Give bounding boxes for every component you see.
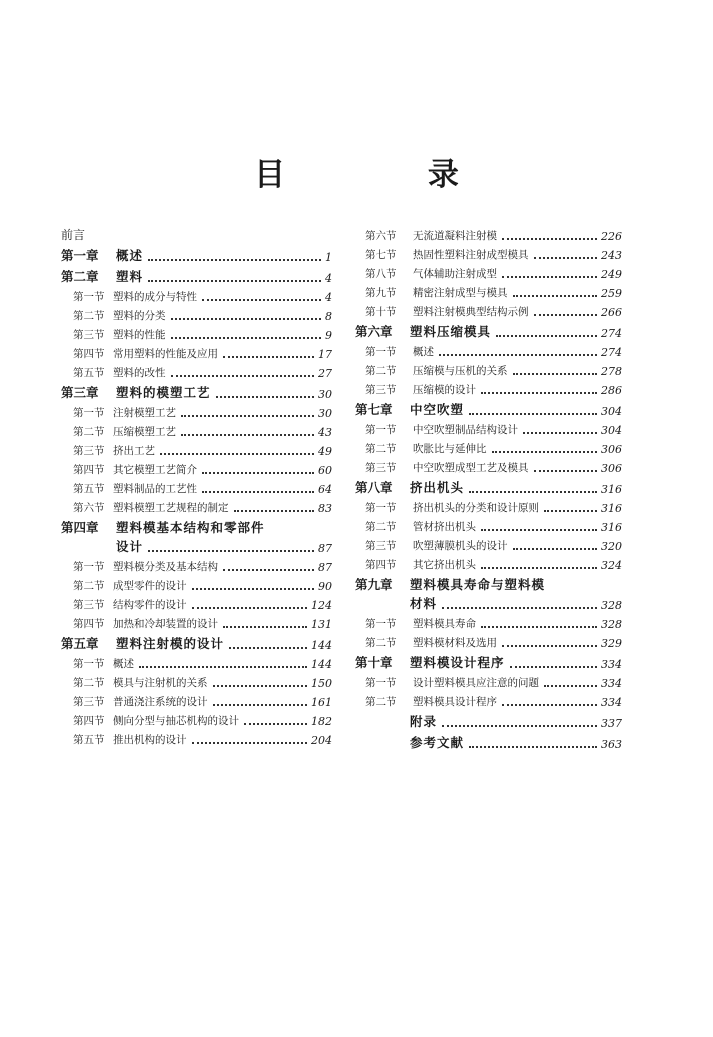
- entry-title: 普通浇注系统的设计: [113, 696, 208, 708]
- page-number: 337: [601, 717, 622, 730]
- toc-section-entry[interactable]: [355, 437, 622, 456]
- entry-title: 其它模塑工艺简介: [113, 464, 197, 476]
- toc-section-entry[interactable]: [355, 359, 622, 378]
- entry-title: 塑料的模塑工艺: [116, 385, 211, 400]
- dot-leader: [223, 356, 314, 358]
- page-number: 278: [601, 365, 622, 378]
- toc-section-entry[interactable]: [61, 593, 332, 612]
- dot-leader: [534, 314, 598, 316]
- page-number: 274: [601, 327, 622, 340]
- dot-leader: [492, 451, 598, 453]
- entry-number: 第四节: [365, 559, 397, 571]
- page-title: 目 录: [254, 157, 525, 193]
- entry-title: 挤出工艺: [113, 445, 155, 457]
- toc-section-entry[interactable]: [61, 477, 332, 496]
- toc-section-entry[interactable]: [61, 361, 332, 380]
- toc-section-entry[interactable]: [355, 456, 622, 475]
- dot-leader: [223, 626, 307, 628]
- entry-number: 第一节: [73, 291, 105, 303]
- dot-leader: [202, 491, 314, 493]
- toc-section-entry[interactable]: [61, 420, 332, 439]
- entry-title: 中空吹塑制品结构设计: [413, 424, 518, 436]
- toc-section-entry[interactable]: [355, 300, 622, 319]
- page-number: 4: [325, 291, 332, 304]
- entry-title: 塑料的性能: [113, 329, 166, 341]
- entry-title: 压缩模的设计: [413, 384, 476, 396]
- dot-leader: [229, 647, 307, 649]
- entry-title: 挤出机头: [410, 480, 465, 495]
- page-number: 64: [318, 483, 332, 496]
- entry-title: 塑料模基本结构和零部件: [116, 520, 265, 535]
- toc-section-entry[interactable]: [61, 323, 332, 342]
- entry-number: 第七章: [355, 402, 393, 417]
- entry-title: 侧向分型与抽芯机构的设计: [113, 715, 239, 727]
- entry-number: 第四节: [73, 618, 105, 630]
- page-number: 306: [601, 462, 622, 475]
- entry-number: 第八章: [355, 480, 393, 495]
- entry-title: 塑料模分类及基本结构: [113, 561, 218, 573]
- entry-number: 第三章: [61, 385, 99, 400]
- entry-title: 常用塑料的性能及应用: [113, 348, 218, 360]
- dot-leader: [171, 318, 322, 320]
- dot-leader: [192, 588, 315, 590]
- dot-leader: [244, 723, 307, 725]
- toc-chapter-entry[interactable]: [61, 264, 332, 285]
- entry-title: 压缩模塑工艺: [113, 426, 176, 438]
- toc-section-entry[interactable]: [61, 285, 332, 304]
- toc-chapter-entry[interactable]: [355, 397, 622, 418]
- dot-leader: [439, 354, 597, 356]
- page-number: 87: [318, 561, 332, 574]
- entry-title: 精密注射成型与模具: [413, 287, 508, 299]
- entry-title: 塑料压缩模具: [410, 324, 492, 339]
- page-number: 243: [601, 249, 622, 262]
- dot-leader: [469, 491, 597, 493]
- dot-leader: [216, 396, 314, 398]
- page-number: 90: [318, 580, 332, 593]
- page-number: 30: [318, 407, 332, 420]
- toc-section-entry[interactable]: [355, 515, 622, 534]
- dot-leader: [192, 607, 308, 609]
- entry-title: 注射模塑工艺: [113, 407, 176, 419]
- toc-section-entry[interactable]: [355, 224, 622, 243]
- dot-leader: [513, 373, 598, 375]
- page-number: 316: [601, 483, 622, 496]
- dot-leader: [510, 666, 597, 668]
- toc-section-entry[interactable]: [61, 728, 332, 747]
- entry-title: 塑料模塑工艺规程的制定: [113, 502, 229, 514]
- entry-number: 第五节: [73, 483, 105, 495]
- page-number: 144: [311, 658, 332, 671]
- entry-title: 参考文献: [410, 735, 465, 750]
- page-number: 334: [601, 677, 622, 690]
- dot-leader: [213, 704, 308, 706]
- toc-left-column: [61, 224, 332, 747]
- entry-number: 第三节: [365, 540, 397, 552]
- dot-leader: [181, 415, 314, 417]
- page-number: 274: [601, 346, 622, 359]
- page-number: 83: [318, 502, 332, 515]
- entry-number: 第六节: [73, 502, 105, 514]
- page-number: 43: [318, 426, 332, 439]
- toc-section-entry[interactable]: [355, 612, 622, 631]
- entry-title: 塑料模设计程序: [410, 655, 505, 670]
- page-number: 30: [318, 388, 332, 401]
- page-number: 320: [601, 540, 622, 553]
- entry-number: 第一节: [365, 618, 397, 630]
- dot-leader: [469, 413, 597, 415]
- entry-title: 其它挤出机头: [413, 559, 476, 571]
- entry-number: 第十章: [355, 655, 393, 670]
- entry-title: 材料: [410, 596, 438, 611]
- page-number: 124: [311, 599, 332, 612]
- dot-leader: [442, 725, 597, 727]
- entry-title: 塑料模具寿命与塑料模: [410, 577, 546, 592]
- entry-number: 第三节: [73, 445, 105, 457]
- entry-title: 前言: [61, 228, 86, 242]
- dot-leader: [513, 295, 598, 297]
- dot-leader: [481, 529, 597, 531]
- page-number: 316: [601, 521, 622, 534]
- toc-section-entry[interactable]: [355, 262, 622, 281]
- toc-section-entry[interactable]: [355, 340, 622, 359]
- entry-title: 塑料: [116, 269, 144, 284]
- entry-number: 第二节: [365, 521, 397, 533]
- toc-section-entry[interactable]: [355, 243, 622, 262]
- entry-title: 吹塑薄膜机头的设计: [413, 540, 508, 552]
- entry-title: 无流道凝料注射模: [413, 230, 497, 242]
- page-number: 259: [601, 287, 622, 300]
- dot-leader: [160, 453, 314, 455]
- dot-leader: [496, 335, 597, 337]
- page-number: 304: [601, 405, 622, 418]
- toc-section-entry[interactable]: [61, 652, 332, 671]
- page-number: 334: [601, 658, 622, 671]
- page-number: 1: [325, 251, 332, 264]
- entry-number: 第四节: [73, 464, 105, 476]
- entry-number: 第二节: [73, 310, 105, 322]
- page-number: 27: [318, 367, 332, 380]
- entry-number: 第五章: [61, 636, 99, 651]
- dot-leader: [202, 472, 314, 474]
- toc-section-entry[interactable]: [61, 612, 332, 631]
- toc-section-entry[interactable]: [61, 439, 332, 458]
- dot-leader: [469, 746, 597, 748]
- page-number: 144: [311, 639, 332, 652]
- entry-number: 第一节: [365, 677, 397, 689]
- entry-number: 第一节: [365, 346, 397, 358]
- toc-section-entry[interactable]: [61, 401, 332, 420]
- toc-chapter-entry[interactable]: [61, 515, 332, 536]
- entry-number: 第八节: [365, 268, 397, 280]
- entry-number: 第二节: [73, 426, 105, 438]
- toc-section-entry[interactable]: [355, 281, 622, 300]
- entry-number: 第六节: [365, 230, 397, 242]
- page-number: 266: [601, 306, 622, 319]
- toc-section-entry[interactable]: [61, 342, 332, 361]
- dot-leader: [148, 259, 321, 261]
- entry-title: 附录: [410, 714, 438, 729]
- dot-leader: [139, 666, 307, 668]
- toc-section-entry[interactable]: [61, 690, 332, 709]
- entry-number: 第四章: [61, 520, 99, 535]
- entry-title: 模具与注射机的关系: [113, 677, 208, 689]
- entry-number: 第一节: [73, 561, 105, 573]
- toc-section-entry[interactable]: [355, 496, 622, 515]
- entry-number: 第二节: [365, 696, 397, 708]
- page-number: 304: [601, 424, 622, 437]
- entry-title: 塑料的改性: [113, 367, 166, 379]
- entry-title: 结构零件的设计: [113, 599, 187, 611]
- entry-title: 塑料的分类: [113, 310, 166, 322]
- page-number: 204: [311, 734, 332, 747]
- toc-section-entry[interactable]: [355, 631, 622, 650]
- page-number: 49: [318, 445, 332, 458]
- entry-title: 中空吹塑: [410, 402, 465, 417]
- entry-number: 第三节: [365, 384, 397, 396]
- entry-number: 第一章: [61, 248, 99, 263]
- page-number: 8: [325, 310, 332, 323]
- entry-title: 塑料注射模的设计: [116, 636, 225, 651]
- toc-section-entry[interactable]: [61, 574, 332, 593]
- page-number: 329: [601, 637, 622, 650]
- toc-section-entry[interactable]: [61, 709, 332, 728]
- entry-number: 第一节: [73, 658, 105, 670]
- page-number: 328: [601, 599, 622, 612]
- page-number: 363: [601, 738, 622, 751]
- dot-leader: [223, 569, 314, 571]
- toc-chapter-entry[interactable]: [61, 224, 332, 243]
- dot-leader: [502, 704, 597, 706]
- entry-title: 概述: [113, 658, 134, 670]
- toc-section-entry[interactable]: [61, 555, 332, 574]
- entry-title: 概述: [116, 248, 144, 263]
- dot-leader: [192, 742, 308, 744]
- toc-chapter-entry[interactable]: [355, 319, 622, 340]
- entry-title: 气体辅助注射成型: [413, 268, 497, 280]
- toc-chapter-entry[interactable]: [355, 593, 622, 612]
- toc-chapter-entry[interactable]: [61, 380, 332, 401]
- toc-section-entry[interactable]: [355, 553, 622, 572]
- toc-section-entry[interactable]: [61, 458, 332, 477]
- page-number: 249: [601, 268, 622, 281]
- toc-chapter-entry[interactable]: [61, 243, 332, 264]
- page-number: 4: [325, 272, 332, 285]
- dot-leader: [544, 510, 597, 512]
- entry-number: 第三节: [73, 599, 105, 611]
- entry-title: 设计: [116, 539, 144, 554]
- dot-leader: [544, 685, 597, 687]
- entry-title: 塑料模具寿命: [413, 618, 476, 630]
- page-number: 60: [318, 464, 332, 477]
- entry-number: 第六章: [355, 324, 393, 339]
- toc-chapter-entry[interactable]: [355, 730, 622, 751]
- page-number: 131: [311, 618, 332, 631]
- entry-number: 第二节: [365, 365, 397, 377]
- toc-section-entry[interactable]: [355, 671, 622, 690]
- page-number: 182: [311, 715, 332, 728]
- page-number: 328: [601, 618, 622, 631]
- entry-number: 第二章: [61, 269, 99, 284]
- dot-leader: [481, 626, 597, 628]
- entry-number: 第四节: [73, 715, 105, 727]
- dot-leader: [213, 685, 308, 687]
- entry-title: 塑料模材料及选用: [413, 637, 497, 649]
- entry-title: 热固性塑料注射成型模具: [413, 249, 529, 261]
- page-number: 87: [318, 542, 332, 555]
- entry-number: 第二节: [365, 443, 397, 455]
- page-number: 286: [601, 384, 622, 397]
- entry-title: 塑料的成分与特性: [113, 291, 197, 303]
- entry-number: 第九节: [365, 287, 397, 299]
- toc-section-entry[interactable]: [61, 496, 332, 515]
- toc-section-entry[interactable]: [355, 534, 622, 553]
- dot-leader: [502, 276, 597, 278]
- entry-number: 第一节: [73, 407, 105, 419]
- dot-leader: [148, 550, 314, 552]
- dot-leader: [202, 299, 321, 301]
- entry-number: 第五节: [73, 367, 105, 379]
- entry-number: 第十节: [365, 306, 397, 318]
- entry-title: 塑料注射模典型结构示例: [413, 306, 529, 318]
- entry-number: 第一节: [365, 502, 397, 514]
- entry-title: 概述: [413, 346, 434, 358]
- entry-title: 设计塑料模具应注意的问题: [413, 677, 539, 689]
- toc-section-entry[interactable]: [61, 304, 332, 323]
- dot-leader: [502, 645, 597, 647]
- entry-number: 第三节: [73, 696, 105, 708]
- entry-title: 中空吹塑成型工艺及模具: [413, 462, 529, 474]
- page-number: 226: [601, 230, 622, 243]
- dot-leader: [534, 470, 598, 472]
- page-number: 161: [311, 696, 332, 709]
- entry-number: 第九章: [355, 577, 393, 592]
- dot-leader: [442, 607, 597, 609]
- entry-number: 第四节: [73, 348, 105, 360]
- toc-section-entry[interactable]: [61, 671, 332, 690]
- toc-section-entry[interactable]: [355, 690, 622, 709]
- entry-title: 加热和冷却装置的设计: [113, 618, 218, 630]
- entry-number: 第二节: [365, 637, 397, 649]
- toc-chapter-entry[interactable]: [355, 650, 622, 671]
- entry-title: 挤出机头的分类和设计原则: [413, 502, 539, 514]
- entry-number: 第三节: [365, 462, 397, 474]
- dot-leader: [502, 238, 597, 240]
- entry-number: 第五节: [73, 734, 105, 746]
- dot-leader: [481, 392, 597, 394]
- toc-chapter-entry[interactable]: [61, 536, 332, 555]
- dot-leader: [171, 375, 315, 377]
- dot-leader: [148, 280, 321, 282]
- toc-right-column: [355, 224, 622, 751]
- dot-leader: [534, 257, 598, 259]
- entry-number: 第二节: [73, 580, 105, 592]
- dot-leader: [481, 567, 597, 569]
- dot-leader: [234, 510, 315, 512]
- toc-section-entry[interactable]: [355, 378, 622, 397]
- page-number: 324: [601, 559, 622, 572]
- dot-leader: [513, 548, 598, 550]
- page-number: 316: [601, 502, 622, 515]
- entry-title: 成型零件的设计: [113, 580, 187, 592]
- toc-chapter-entry[interactable]: [61, 631, 332, 652]
- toc-section-entry[interactable]: [355, 418, 622, 437]
- page-number: 150: [311, 677, 332, 690]
- toc-chapter-entry[interactable]: [355, 709, 622, 730]
- entry-title: 压缩模与压机的关系: [413, 365, 508, 377]
- entry-title: 塑料制品的工艺性: [113, 483, 197, 495]
- page-number: 334: [601, 696, 622, 709]
- entry-title: 塑料模具设计程序: [413, 696, 497, 708]
- entry-title: 管材挤出机头: [413, 521, 476, 533]
- dot-leader: [181, 434, 314, 436]
- toc-chapter-entry[interactable]: [355, 572, 622, 593]
- page-number: 17: [318, 348, 332, 361]
- entry-title: 推出机构的设计: [113, 734, 187, 746]
- entry-title: 吹胀比与延伸比: [413, 443, 487, 455]
- entry-number: 第三节: [73, 329, 105, 341]
- dot-leader: [171, 337, 322, 339]
- entry-number: 第二节: [73, 677, 105, 689]
- page-number: 306: [601, 443, 622, 456]
- entry-number: 第七节: [365, 249, 397, 261]
- page-number: 9: [325, 329, 332, 342]
- dot-leader: [523, 432, 597, 434]
- entry-number: 第一节: [365, 424, 397, 436]
- toc-chapter-entry[interactable]: [355, 475, 622, 496]
